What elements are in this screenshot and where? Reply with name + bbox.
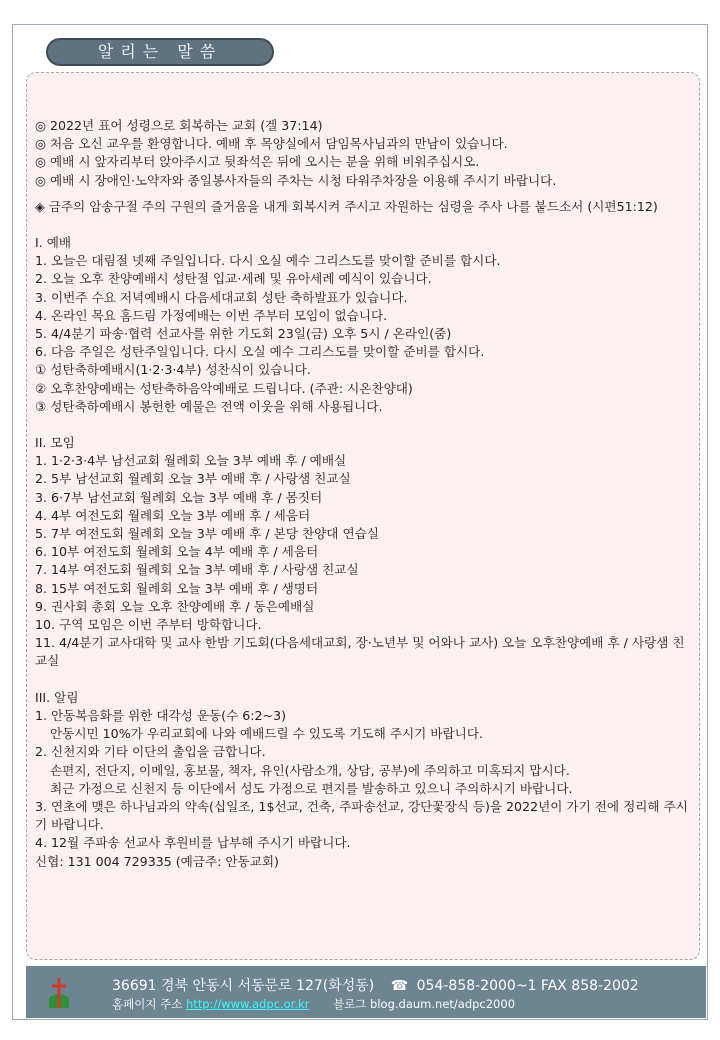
homepage-label: 홈페이지 주소	[112, 997, 183, 1011]
meeting-item: 9. 권사회 총회 오늘 오후 찬양예배 후 / 동은예배실	[35, 598, 315, 614]
notice-line: ◎ 처음 오신 교우를 환영합니다. 예배 후 목양실에서 담임목사님과의 만남이 있습니다.	[35, 136, 508, 152]
worship-item: 5. 4/4분기 파송·협력 선교사를 위한 기도회 23일(금) 오후 5시 / 온라인(줌)	[35, 326, 452, 342]
blog-url: blog.daum.net/adpc2000	[370, 997, 516, 1011]
notice-line: ◎ 예배 시 장애인·노약자와 종일봉사자들의 주차는 시청 타워주차장을 이용해 주시기 바랍니다.	[35, 172, 557, 188]
meeting-item: 5. 7부 여전도회 월례회 오늘 3부 예배 후 / 본당 찬양대 연습실	[35, 526, 379, 542]
worship-item: 4. 온라인 목요 홈드림 가정예배는 이번 주부터 모임이 없습니다.	[35, 307, 388, 323]
footer-web-line	[112, 996, 515, 1012]
notice-item: 안동시민 10%가 우리교회에 나와 예배드릴 수 있도록 기도해 주시기 바랍니다.	[50, 726, 483, 742]
meeting-item: 8. 15부 여전도회 월례회 오늘 3부 예배 후 / 생명터	[35, 580, 319, 596]
worship-item: ② 오후찬양예배는 성탄축하음악예배로 드립니다. (주관: 시온찬양대)	[35, 380, 413, 396]
notice-item: 1. 안동복음화를 위한 대각성 운동(수 6:2~3)	[35, 707, 287, 723]
meeting-item: 6. 10부 여전도회 월례회 오늘 4부 예배 후 / 세움터	[35, 544, 319, 560]
worship-item: ① 성탄축하예배시(1·2·3·4부) 성찬식이 있습니다.	[35, 362, 311, 378]
blog-label: 블로그	[333, 997, 367, 1011]
notice-item: 4. 12월 주파송 선교사 후원비를 납부해 주시기 바랍니다.	[35, 835, 351, 851]
notice-line: ◎ 예배 시 앞자리부터 앉아주시고 뒷좌석은 뒤에 오시는 분을 위해 비워주십시오.	[35, 154, 480, 170]
notice-item: 손편지, 전단지, 이메일, 홍보물, 책자, 유인(사람소개, 상담, 공부)에 주의하고 미혹되지 맙시다.	[50, 762, 570, 778]
memory-verse: ◈ 금주의 암송구절 주의 구원의 즐거움을 내게 회복시켜 주시고 자원하는 심령을 주사 나를 붙드소서 (시편51:12)	[35, 198, 658, 214]
phone-icon: ☎	[390, 978, 409, 994]
worship-item: 2. 오늘 오후 찬양예배시 성탄절 입교·세례 및 유아세례 예식이 있습니다.	[35, 271, 432, 287]
meeting-item: 11. 4/4분기 교사대학 및 교사 한밤 기도회(다음세대교회, 장·노년부 및 어와나 교사) 오늘 오후찬양예배 후 / 사랑샘 친교실	[35, 635, 685, 669]
section-heading-meetings: II. 모임	[35, 435, 75, 451]
homepage-link[interactable]: http://www.adpc.or.kr	[185, 997, 310, 1011]
meeting-item: 10. 구역 모임은 이번 주부터 방학합니다.	[35, 617, 262, 633]
notice-box	[26, 72, 700, 960]
worship-item: 1. 오늘은 대림절 넷째 주일입니다. 다시 오실 예수 그리스도를 맞이할 준비를 합시다.	[35, 253, 501, 269]
notice-line: ◎ 2022년 표어 성령으로 회복하는 교회 (겔 37:14)	[35, 118, 323, 133]
church-logo-icon	[46, 976, 72, 1010]
worship-item: ③ 성탄축하예배시 봉헌한 예물은 전액 이웃을 위해 사용됩니다.	[35, 398, 383, 414]
page-title: 알리는 말씀	[46, 38, 274, 66]
meeting-item: 4. 4부 여전도회 월례회 오늘 3부 예배 후 / 세움터	[35, 507, 311, 523]
notice-item: 3. 연초에 맺은 하나님과의 약속(십일조, 1$선교, 건축, 주파송선교, 강단꽃장식 등)을 2022년이 가기 전에 정리해 주시기 바랍니다.	[35, 798, 688, 833]
address: 36691 경북 안동시 서동문로 127(화성동)	[112, 978, 375, 994]
section-heading-notices: III. 알림	[35, 689, 79, 705]
notice-item: 최근 가정으로 신천지 등 이단에서 성도 가정으로 편지를 발송하고 있으니 주의하시기 바랍니다.	[50, 780, 573, 796]
phone: 054-858-2000~1 FAX 858-2002	[416, 978, 639, 994]
meeting-item: 1. 1·2·3·4부 남선교회 월례회 오늘 3부 예배 후 / 예배실	[35, 453, 347, 469]
notice-item: 2. 신천지와 기타 이단의 출입을 금합니다.	[35, 744, 266, 760]
footer-address-line	[112, 975, 639, 995]
worship-item: 3. 이번주 수요 저녁예배시 다음세대교회 성탄 축하발표가 있습니다.	[35, 289, 408, 305]
meeting-item: 2. 5부 남선교회 월례회 오늘 3부 예배 후 / 사랑샘 친교실	[35, 471, 351, 487]
bank-account: 신협: 131 004 729335 (예금주: 안동교회)	[35, 853, 279, 869]
meeting-item: 7. 14부 여전도회 월례회 오늘 3부 예배 후 / 사랑샘 친교실	[35, 562, 359, 578]
meeting-item: 3. 6·7부 남선교회 월례회 오늘 3부 예배 후 / 몸짓터	[35, 489, 323, 505]
worship-item: 6. 다음 주일은 성탄주일입니다. 다시 오실 예수 그리스도를 맞이할 준비를 합시다.	[35, 344, 485, 360]
footer	[26, 966, 706, 1018]
section-heading-worship: I. 예배	[35, 235, 72, 251]
